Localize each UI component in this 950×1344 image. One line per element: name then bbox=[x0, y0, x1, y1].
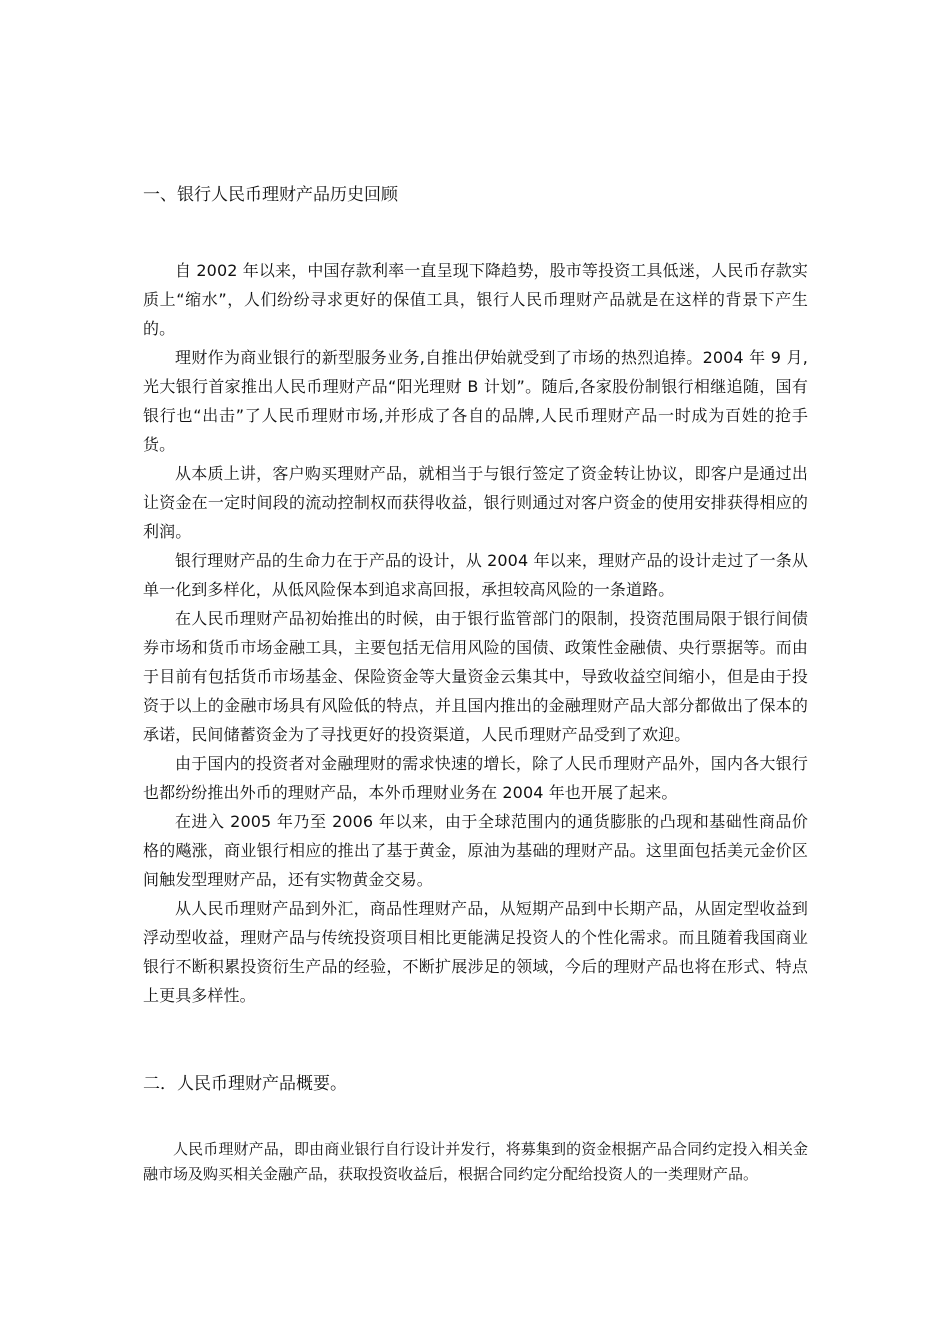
paragraph: 由于国内的投资者对金融理财的需求快速的增长，除了人民币理财产品外，国内各大银行也都纷纷推出外币的理财产品，本外币理财业务在 2004 年也开展了起来。 bbox=[143, 754, 808, 802]
section-heading-history: 一、银行人民币理财产品历史回顾 bbox=[143, 185, 398, 205]
paragraph: 从本质上讲，客户购买理财产品，就相当于与银行签定了资金转让协议，即客户是通过出让资金在一定时间段的流动控制权而获得收益，银行则通过对客户资金的使用安排获得相应的利润。 bbox=[143, 464, 808, 541]
section-body-history bbox=[143, 256, 808, 1010]
paragraph: 人民币理财产品，即由商业银行自行设计并发行，将募集到的资金根据产品合同约定投入相关金融市场及购买相关金融产品，获取投资收益后，根据合同约定分配给投资人的一类理财产品。 bbox=[143, 1140, 808, 1183]
paragraph: 理财作为商业银行的新型服务业务,自推出伊始就受到了市场的热烈追捧。2004 年 9 月,光大银行首家推出人民币理财产品“阳光理财 B 计划”。随后,各家股份制银行相继追随，国有银行也“出击”了人民币理财市场,并形成了各自的品牌,人民币理财产品一时成为百姓的抢手货。 bbox=[143, 348, 808, 454]
section-heading-overview: 二．人民币理财产品概要。 bbox=[143, 1074, 347, 1094]
paragraph: 自 2002 年以来，中国存款利率一直呈现下降趋势，股市等投资工具低迷，人民币存款实质上“缩水”，人们纷纷寻求更好的保值工具，银行人民币理财产品就是在这样的背景下产生的。 bbox=[143, 261, 808, 338]
section-body-overview bbox=[143, 1137, 808, 1187]
paragraph: 从人民币理财产品到外汇，商品性理财产品，从短期产品到中长期产品，从固定型收益到浮动型收益，理财产品与传统投资项目相比更能满足投资人的个性化需求。而且随着我国商业银行不断积累投资衍生产品的经验，不断扩展涉足的领域，今后的理财产品也将在形式、特点上更具多样性。 bbox=[143, 899, 808, 1005]
paragraph: 在进入 2005 年乃至 2006 年以来，由于全球范围内的通货膨胀的凸现和基础性商品价格的飚涨，商业银行相应的推出了基于黄金，原油为基础的理财产品。这里面包括美元金价区间触发型理财产品，还有实物黄金交易。 bbox=[143, 812, 808, 889]
paragraph: 银行理财产品的生命力在于产品的设计，从 2004 年以来，理财产品的设计走过了一条从单一化到多样化，从低风险保本到追求高回报，承担较高风险的一条道路。 bbox=[143, 551, 808, 599]
paragraph: 在人民币理财产品初始推出的时候，由于银行监管部门的限制，投资范围局限于银行间债券市场和货币市场金融工具，主要包括无信用风险的国债、政策性金融债、央行票据等。而由于目前有包括货币市场基金、保险资金等大量资金云集其中，导致收益空间缩小，但是由于投资于以上的金融市场具有风险低的特点，并且国内推出的金融理财产品大部分都做出了保本的承诺，民间储蓄资金为了寻找更好的投资渠道，人民币理财产品受到了欢迎。 bbox=[143, 609, 808, 744]
